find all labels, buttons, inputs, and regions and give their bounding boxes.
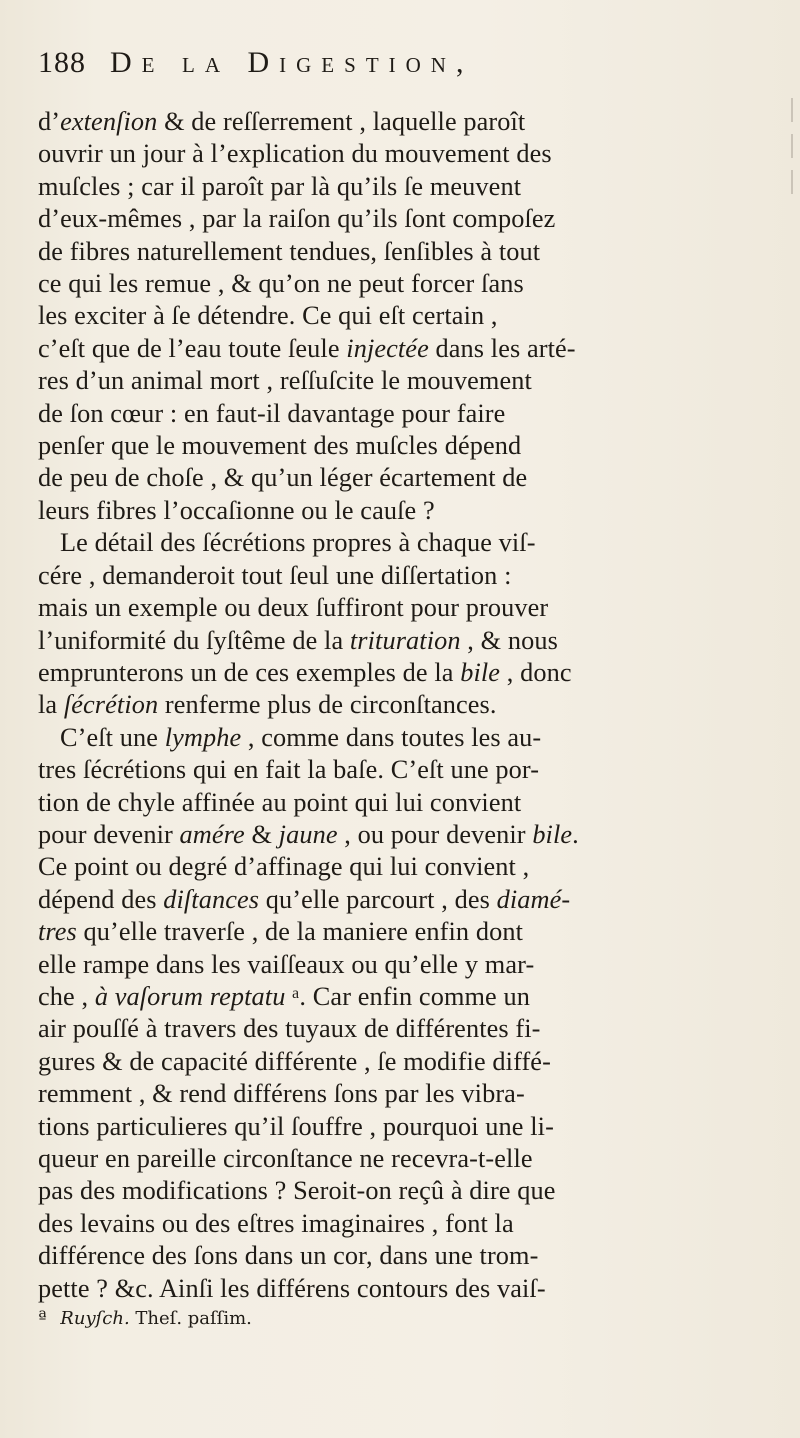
text-segment: de ſon cœur : en faut-il davantage pour faire [38, 398, 506, 428]
text-line [38, 300, 783, 332]
text-line [38, 1175, 783, 1207]
text-line [38, 365, 783, 397]
footnote-marker: ª [38, 1308, 47, 1330]
text-line [38, 884, 783, 916]
text-segment: leurs fibres l’occaſionne ou le cauſe ? [38, 495, 435, 525]
text-line [38, 1208, 783, 1240]
text-line [38, 949, 783, 981]
text-segment: air pouſſé à travers des tuyaux de différentes fi- [38, 1014, 541, 1044]
text-segment: mais un exemple ou deux ſuffiront pour prouver [38, 593, 549, 623]
text-line [38, 527, 783, 559]
text-segment: l’uniformité du ſyſtême de la [38, 625, 350, 655]
text-line [38, 1240, 783, 1272]
text-segment: qu’elle traverſe , de la maniere enfin dont [76, 917, 524, 947]
text-segment: qu’elle parcourt , des [259, 884, 497, 914]
italic-phrase: tres [38, 917, 77, 947]
text-line [38, 981, 783, 1013]
page-content [38, 46, 783, 1331]
text-line [38, 495, 783, 527]
text-segment: pour devenir [38, 819, 180, 849]
italic-phrase: ſécrétion [63, 690, 159, 720]
text-segment: res d’un animal mort , reſſuſcite le mouvement [38, 366, 532, 396]
text-segment: gures & de capacité différente , ſe modifie diffé- [38, 1046, 551, 1076]
footnote [38, 1307, 783, 1331]
text-segment: d’ [38, 107, 61, 136]
text-line [38, 462, 783, 494]
text-segment: c’eſt que de l’eau toute ſeule [38, 333, 347, 363]
text-line [38, 1013, 783, 1045]
italic-phrase: diſtances [163, 884, 260, 914]
text-line [38, 1046, 783, 1078]
text-segment: de peu de choſe , & qu’un léger écartement de [38, 463, 528, 493]
text-line [38, 851, 783, 883]
text-segment: des levains ou des eſtres imaginaires , font la [38, 1208, 514, 1238]
page-edge-mark [791, 134, 793, 158]
text-segment: , & nous [460, 625, 558, 655]
text-segment: dans les arté- [428, 333, 576, 363]
text-segment: & de reſſerrement , laquelle paroît [157, 107, 526, 136]
text-line [38, 625, 783, 657]
italic-phrase: bile [532, 819, 573, 849]
text-line [38, 430, 783, 462]
text-segment: . [572, 819, 579, 849]
footnote-author: Ruyſch. [60, 1308, 130, 1330]
text-segment: C’eſt une [60, 722, 165, 752]
text-line [38, 754, 783, 786]
text-line [38, 819, 783, 851]
text-line [38, 787, 783, 819]
text-line [38, 268, 783, 300]
text-segment: Le détail des ſécrétions propres à chaque viſ- [60, 528, 536, 558]
text-segment: pas des modifications ? Seroit-on reçû à dire que [38, 1176, 556, 1206]
text-segment: cére , demanderoit tout ſeul une diſſertation : [38, 560, 512, 590]
text-segment: d’eux-mêmes , par la raiſon qu’ils ſont compoſez [38, 204, 556, 234]
text-segment: tions particulieres qu’il ſouffre , pourquoi une li- [38, 1111, 554, 1141]
text-segment: dépend des [38, 884, 164, 914]
text-line [38, 138, 783, 170]
text-segment: ouvrir un jour à l’explication du mouvement des [38, 139, 552, 169]
text-segment: ᵃ. Car enfin comme un [285, 981, 531, 1011]
text-line [38, 689, 783, 721]
running-title: De la Digestion, [110, 46, 474, 79]
text-segment: penſer que le mouvement des muſcles dépend [38, 431, 522, 461]
page-edge-mark [791, 170, 793, 194]
text-segment: remment , & rend différens ſons par les vibra- [38, 1079, 525, 1109]
text-line [38, 1273, 783, 1305]
text-segment: , comme dans toutes les au- [241, 722, 542, 752]
italic-phrase: bile [460, 657, 501, 687]
italic-phrase: injectée [346, 333, 429, 363]
text-segment: che , [38, 981, 95, 1011]
page-number: 188 [38, 46, 86, 79]
italic-phrase: diamé- [496, 884, 571, 914]
text-segment: la [38, 690, 64, 720]
text-line [38, 171, 783, 203]
text-segment: tres ſécrétions qui en fait la baſe. C’eſt une por- [38, 755, 540, 785]
italic-phrase: à vaſorum reptatu [94, 981, 286, 1011]
italic-phrase: jaune [278, 819, 338, 849]
text-segment: renferme plus de circonſtances. [158, 690, 497, 720]
text-segment: tion de chyle affinée au point qui lui convient [38, 787, 522, 817]
text-line [38, 106, 783, 138]
text-line [38, 916, 783, 948]
text-line [38, 236, 783, 268]
text-line [38, 1111, 783, 1143]
text-segment: muſcles ; car il paroît par là qu’ils ſe meuvent [38, 171, 522, 201]
text-line [38, 333, 783, 365]
text-line [38, 1078, 783, 1110]
text-line [38, 592, 783, 624]
text-segment: emprunterons un de ces exemples de la [38, 657, 461, 687]
text-line [38, 1143, 783, 1175]
italic-phrase: amére [179, 819, 245, 849]
text-segment: différence des ſons dans un cor, dans une trom- [38, 1241, 539, 1271]
text-line [38, 657, 783, 689]
text-segment: ce qui les remue , & qu’on ne peut forcer ſans [38, 269, 524, 299]
text-segment: pette ? &c. Ainſi les différens contours des vaiſ- [38, 1273, 546, 1303]
running-head [38, 46, 783, 96]
italic-phrase: extenſion [60, 107, 158, 136]
text-line [38, 722, 783, 754]
text-segment: les exciter à ſe détendre. Ce qui eſt certain , [38, 301, 498, 331]
text-line [38, 560, 783, 592]
page-edge-mark [791, 98, 793, 122]
body-text [38, 106, 783, 1305]
text-segment: queur en pareille circonſtance ne recevra-t-elle [38, 1144, 533, 1173]
text-segment: & [244, 819, 279, 849]
text-line [38, 203, 783, 235]
footnote-text: Theſ. paſſim. [135, 1308, 252, 1330]
italic-phrase: lymphe [164, 722, 242, 752]
italic-phrase: trituration [349, 625, 461, 655]
text-segment: de fibres naturellement tendues, ſenſibles à tout [38, 236, 541, 266]
text-line [38, 398, 783, 430]
text-segment: , ou pour devenir [337, 819, 533, 849]
text-segment: Ce point ou degré d’affinage qui lui convient , [38, 852, 530, 882]
text-segment: , donc [500, 657, 572, 687]
text-segment: elle rampe dans les vaiſſeaux ou qu’elle y mar- [38, 949, 535, 979]
